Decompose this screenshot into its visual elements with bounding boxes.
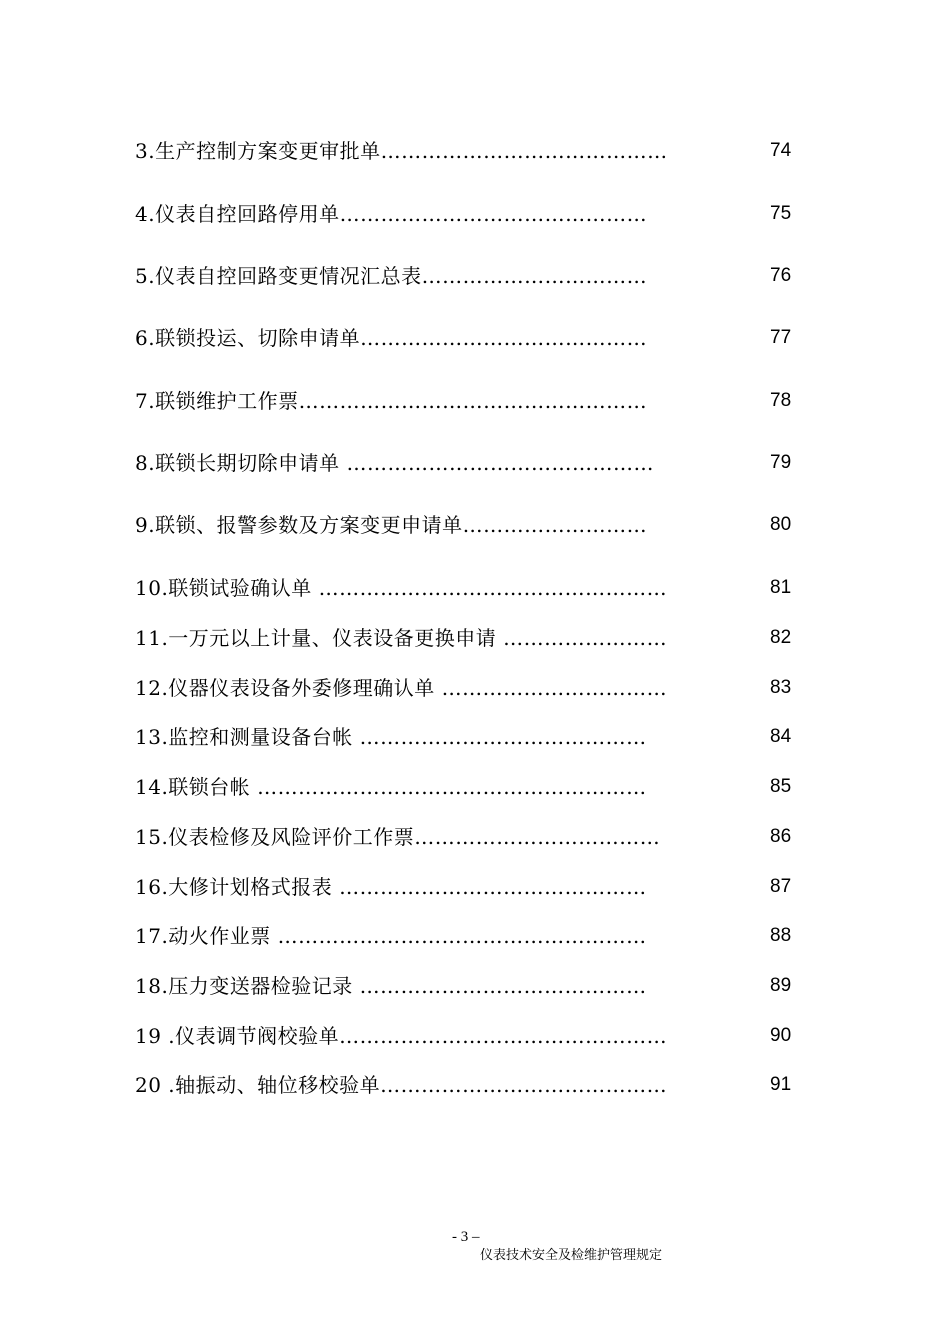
toc-entry bbox=[0, 772, 950, 802]
toc-entry-page: 89 bbox=[770, 975, 792, 996]
toc-entry-page: 87 bbox=[770, 876, 792, 897]
toc-entry-title: 6.联锁投运、切除申请单…………………………………… bbox=[135, 326, 648, 350]
toc-entry bbox=[0, 722, 950, 752]
toc-entry-title: 17.动火作业票 ……………………………………………… bbox=[135, 924, 647, 948]
footer-page-number: - 3 – bbox=[452, 1229, 480, 1245]
toc-entry bbox=[0, 386, 950, 416]
toc-entry bbox=[0, 673, 950, 703]
toc-entry-title: 10.联锁试验确认单 …………………………………………… bbox=[135, 576, 668, 600]
toc-entry bbox=[0, 872, 950, 902]
toc-entry bbox=[0, 448, 950, 478]
toc-entry-page: 75 bbox=[770, 203, 792, 224]
toc-entry-title: 11.一万元以上计量、仪表设备更换申请 …………………… bbox=[135, 626, 668, 650]
toc-entry-page: 76 bbox=[770, 265, 792, 286]
toc-entry-page: 88 bbox=[770, 925, 792, 946]
toc-entry-title: 12.仪器仪表设备外委修理确认单 …………………………… bbox=[135, 676, 668, 700]
toc-entry-page: 90 bbox=[770, 1025, 792, 1046]
toc-entry-title: 18.压力变送器检验记录 …………………………………… bbox=[135, 974, 647, 998]
footer-document-title: 仪表技术安全及检维护管理规定 bbox=[480, 1248, 663, 1263]
toc-entry-title: 13.监控和测量设备台帐 …………………………………… bbox=[135, 725, 647, 749]
toc-entry bbox=[0, 971, 950, 1001]
toc-entry bbox=[0, 623, 950, 653]
toc-entry-title: 4.仪表自控回路停用单……………………………………… bbox=[135, 202, 648, 226]
toc-entry-title: 19 .仪表调节阀校验单………………………………………… bbox=[135, 1024, 668, 1048]
toc-entry-title: 5.仪表自控回路变更情况汇总表…………………………… bbox=[135, 264, 648, 288]
toc-entry bbox=[0, 1070, 950, 1100]
toc-entry-page: 74 bbox=[770, 140, 792, 161]
toc-entry-page: 83 bbox=[770, 677, 792, 698]
toc-entry-title: 9.联锁、报警参数及方案变更申请单……………………… bbox=[135, 513, 648, 537]
toc-entry-page: 82 bbox=[770, 627, 792, 648]
toc-entry-title: 15.仪表检修及风险评价工作票……………………………… bbox=[135, 825, 661, 849]
toc-entry bbox=[0, 323, 950, 353]
toc-entry bbox=[0, 261, 950, 291]
toc-entry-page: 85 bbox=[770, 776, 792, 797]
toc-entry bbox=[0, 199, 950, 229]
toc-entry-title: 16.大修计划格式报表 ……………………………………… bbox=[135, 875, 647, 899]
toc-entry-page: 78 bbox=[770, 390, 792, 411]
toc-entry bbox=[0, 573, 950, 603]
toc-entry-page: 84 bbox=[770, 726, 792, 747]
toc-entry-page: 86 bbox=[770, 826, 792, 847]
toc-entry-page: 81 bbox=[770, 577, 792, 598]
toc-entry-page: 80 bbox=[770, 514, 792, 535]
toc-entry-title: 7.联锁维护工作票…………………………………………… bbox=[135, 389, 648, 413]
toc-entry bbox=[0, 921, 950, 951]
toc-entry bbox=[0, 1021, 950, 1051]
toc-entry-page: 77 bbox=[770, 327, 792, 348]
toc-entry-title: 14.联锁台帐 ………………………………………………… bbox=[135, 775, 647, 799]
toc-entry-title: 20 .轴振动、轴位移校验单…………………………………… bbox=[135, 1073, 668, 1097]
toc-entry bbox=[0, 822, 950, 852]
toc-entry bbox=[0, 510, 950, 540]
toc-entry-title: 3.生产控制方案变更审批单…………………………………… bbox=[135, 139, 668, 163]
toc-entry-page: 91 bbox=[770, 1074, 792, 1095]
toc-entry-page: 79 bbox=[770, 452, 792, 473]
toc-entry bbox=[0, 136, 950, 166]
toc-entry-title: 8.联锁长期切除申请单 ……………………………………… bbox=[135, 451, 654, 475]
